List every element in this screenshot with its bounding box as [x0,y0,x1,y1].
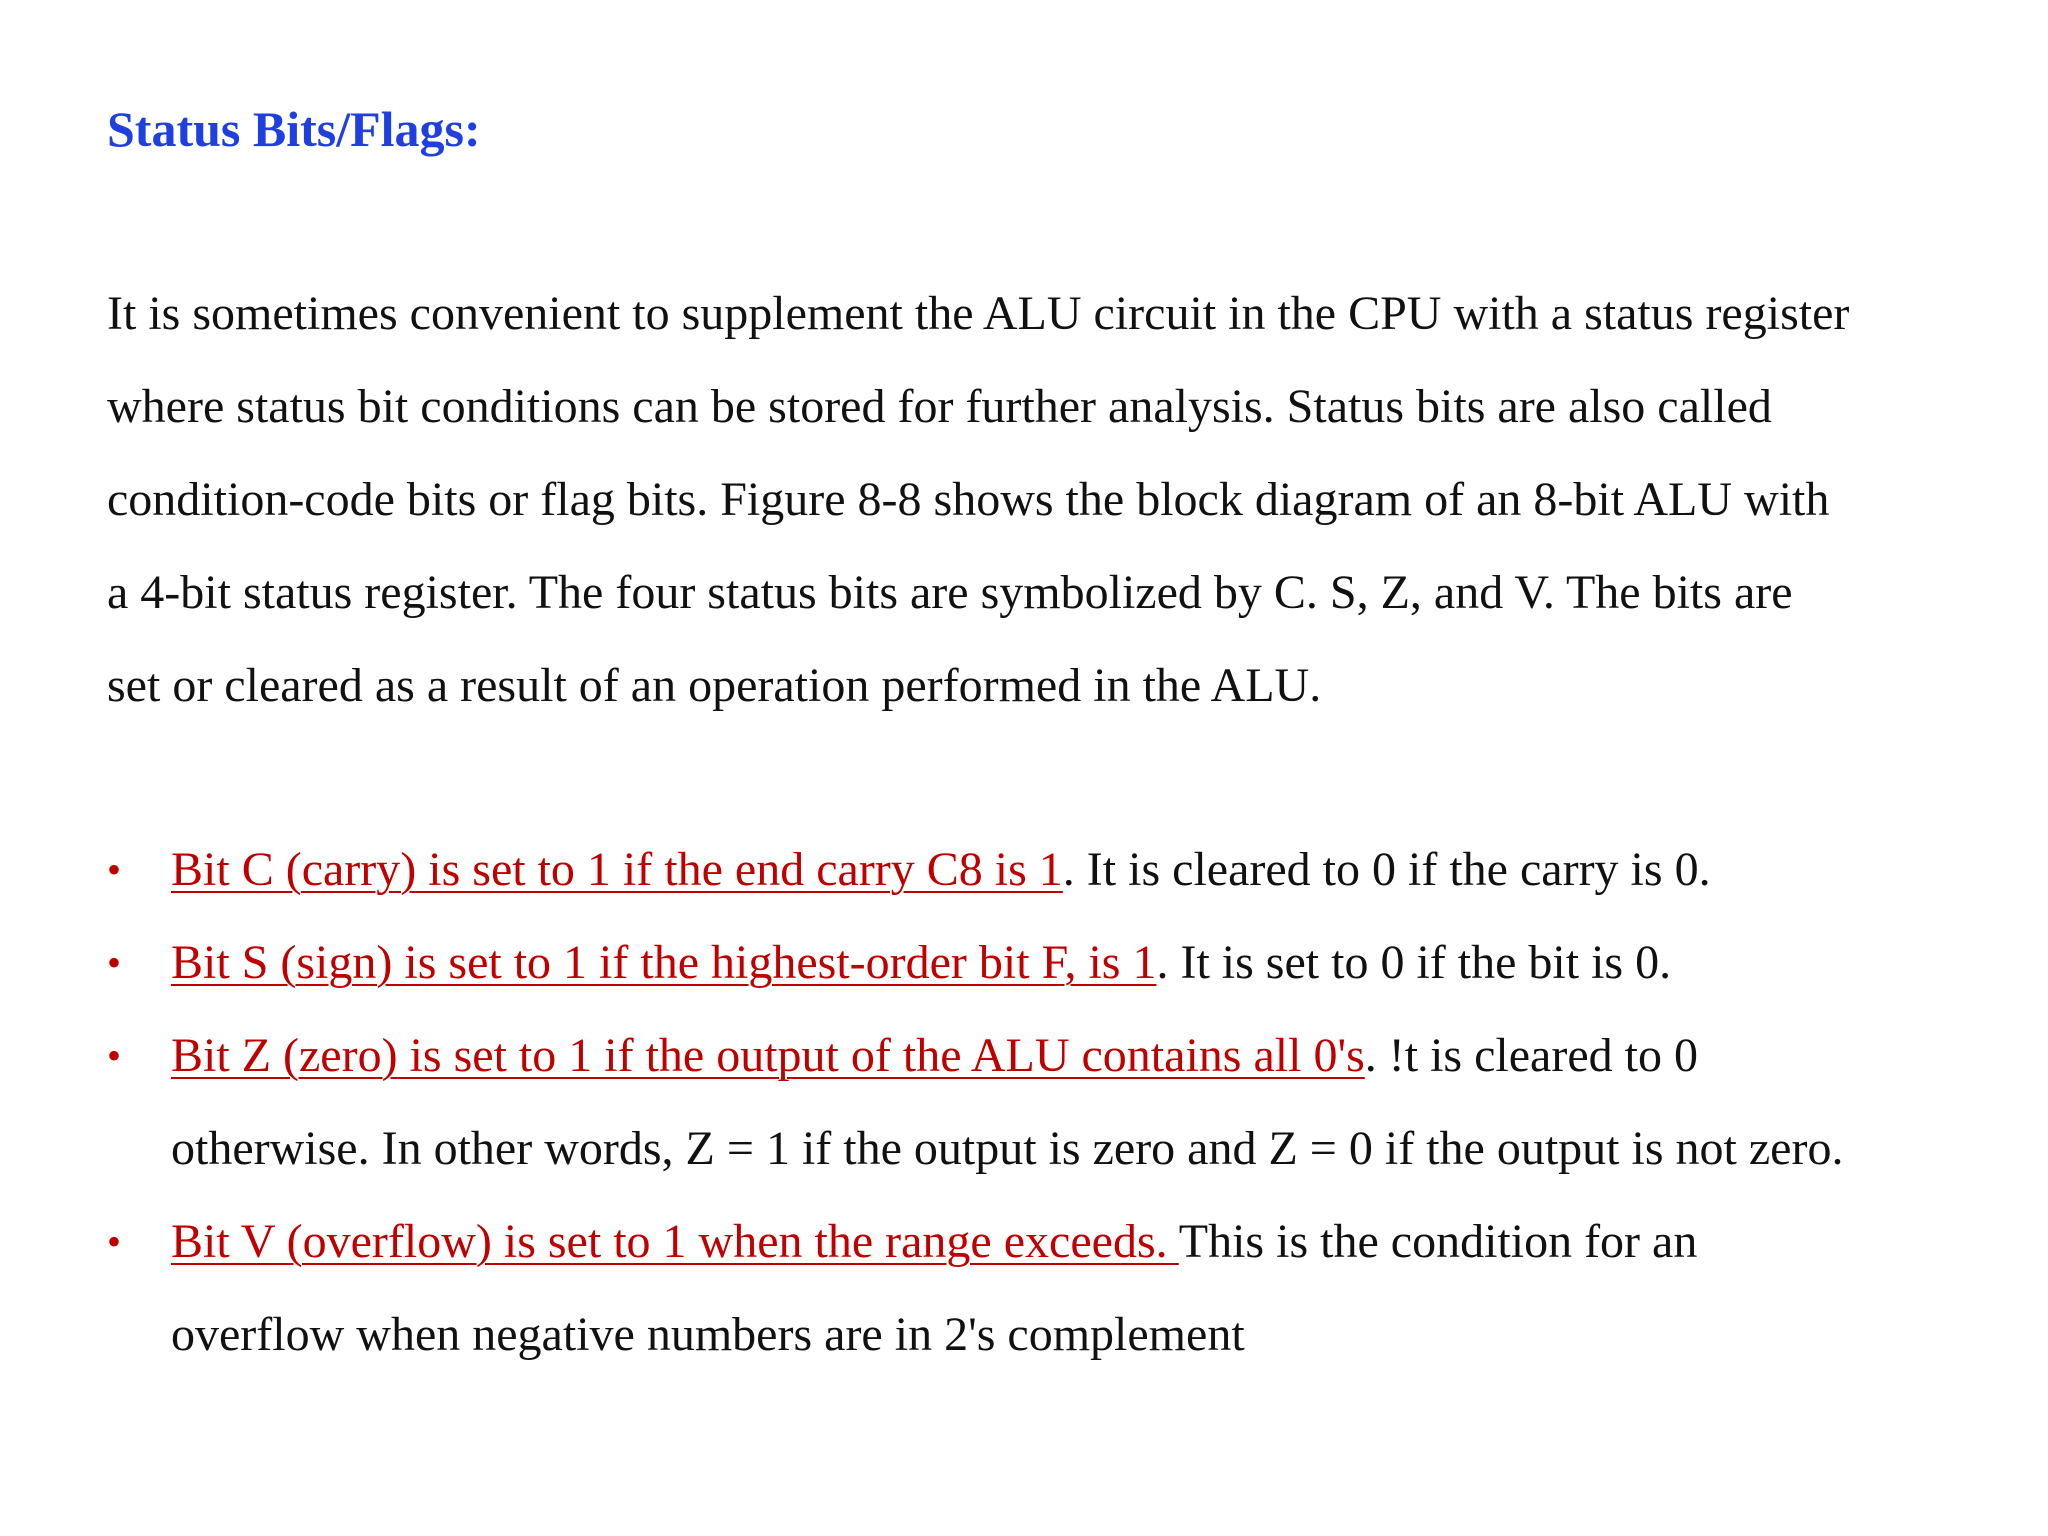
bullet-highlight-text: Bit V (overflow) is set to 1 when the range exceeds. [171,1215,1179,1268]
list-item-carry-bit [107,823,2007,916]
intro-line: condition-code bits or flag bits. Figure 8-8 shows the block diagram of an 8-bit ALU with [107,473,1830,526]
bullet-icon: • [107,847,122,892]
bullet-text: . It is cleared to 0 if the carry is 0. [1062,843,1711,896]
page-title: Status Bits/Flags: [107,101,481,157]
intro-paragraph [107,267,2007,732]
intro-line: where status bit conditions can be stored for further analysis. Status bits are also called [107,380,1772,433]
status-bits-list [107,823,2007,1381]
list-item-zero-bit [107,1009,2007,1195]
bullet-highlight-text: Bit S (sign) is set to 1 if the highest-order bit F, is 1 [171,936,1157,989]
bullet-highlight-text: Bit C (carry) is set to 1 if the end carry C8 is 1 [171,843,1063,896]
bullet-text: . It is set to 0 if the bit is 0. [1156,936,1672,989]
bullet-icon: • [107,1219,122,1264]
bullet-text: This is the condition for an [1178,1215,1698,1268]
bullet-highlight-text: Bit Z (zero) is set to 1 if the output of the ALU contains all 0's [171,1029,1365,1082]
bullet-line [171,1195,2007,1288]
bullet-continuation-line: overflow when negative numbers are in 2's complement [171,1308,1245,1361]
bullet-line [171,823,2007,916]
bullet-line [171,1009,2007,1102]
bullet-icon: • [107,1033,122,1078]
list-item-overflow-bit [107,1195,2007,1381]
bullet-text: . !t is cleared to 0 [1364,1029,1698,1082]
intro-line: set or cleared as a result of an operation performed in the ALU. [107,659,1322,712]
list-item-sign-bit [107,916,2007,1009]
intro-line: It is sometimes convenient to supplement the ALU circuit in the CPU with a status register [107,287,1850,340]
bullet-line [171,916,2007,1009]
intro-line: a 4-bit status register. The four status bits are symbolized by C. S, Z, and V. The bits are [107,566,1793,619]
bullet-icon: • [107,940,122,985]
bullet-continuation-line: otherwise. In other words, Z = 1 if the output is zero and Z = 0 if the output is not zero. [171,1122,1844,1175]
